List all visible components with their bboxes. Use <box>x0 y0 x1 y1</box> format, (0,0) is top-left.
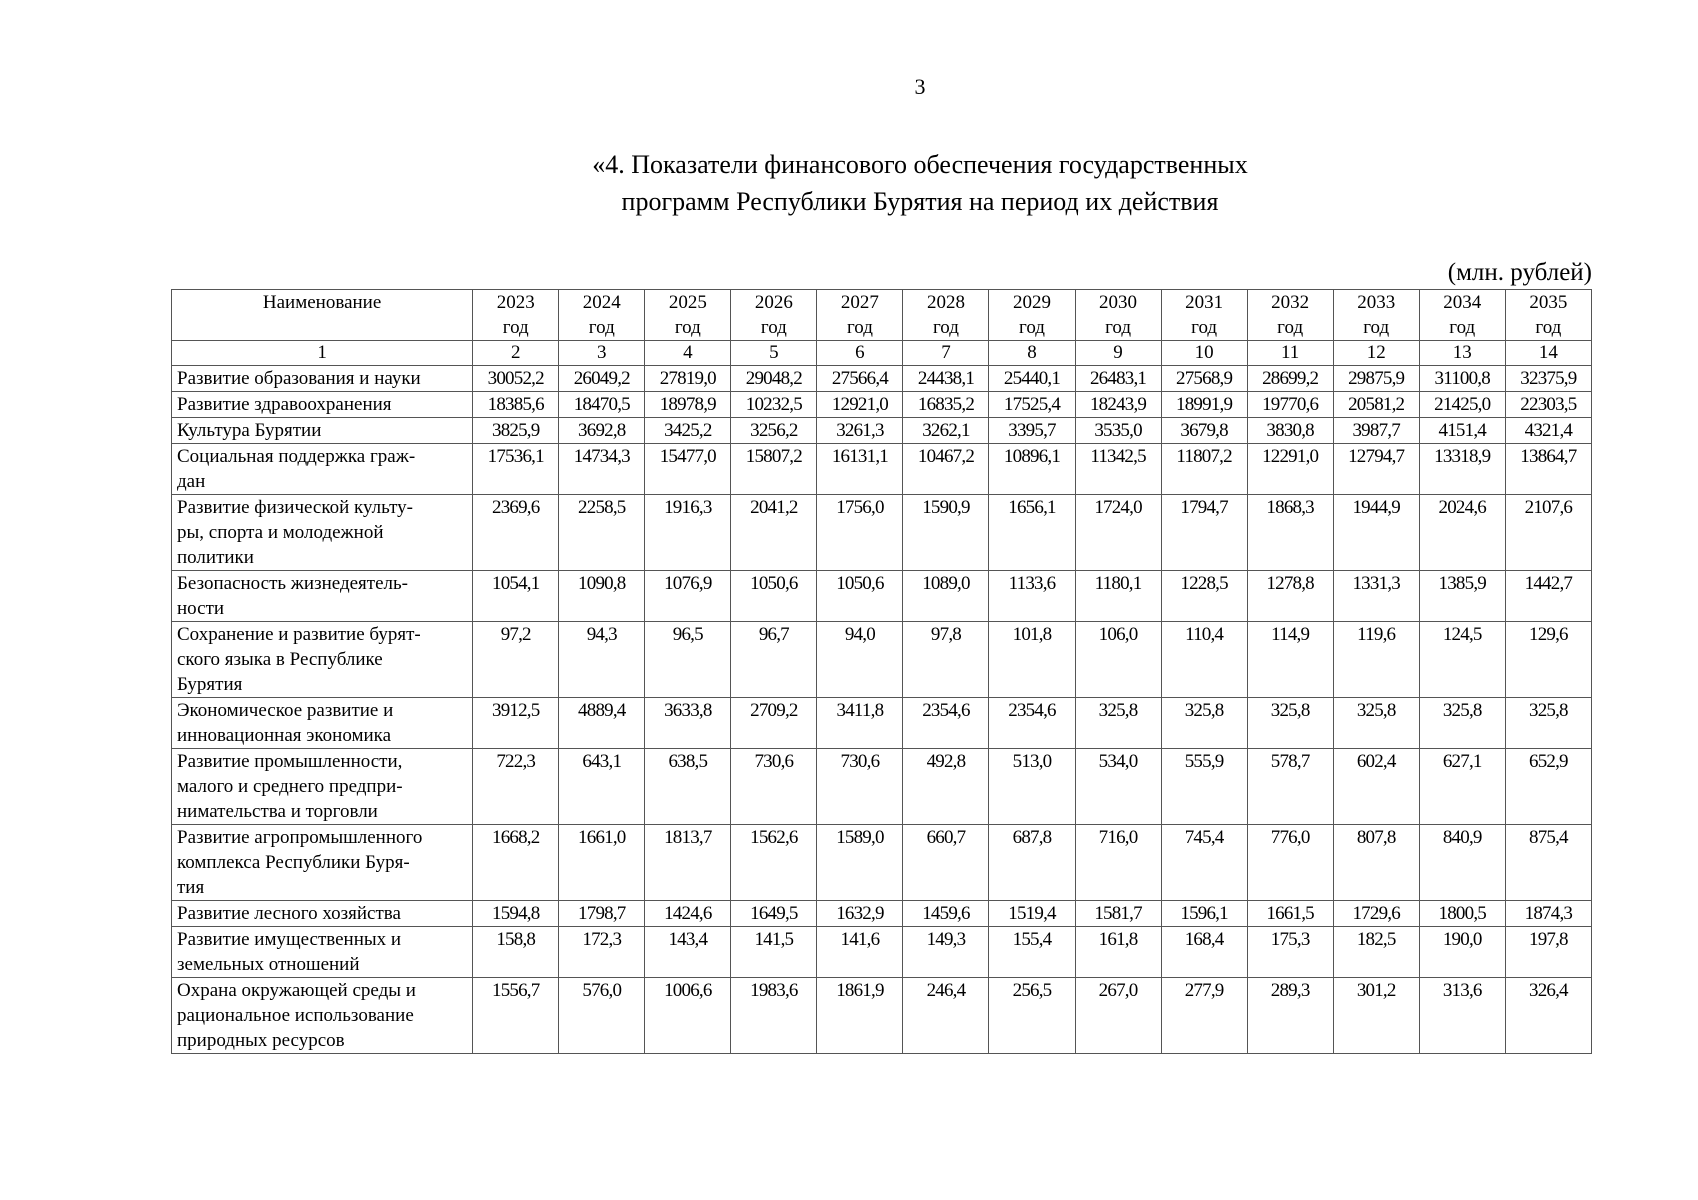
column-number-cell: 9 <box>1075 341 1161 366</box>
column-number-cell: 11 <box>1247 341 1333 366</box>
table-row <box>172 927 1592 978</box>
year-column-header <box>1333 290 1419 341</box>
value-cell: 1729,6 <box>1333 901 1419 927</box>
value-cell: 1076,9 <box>645 571 731 622</box>
value-cell: 10896,1 <box>989 444 1075 495</box>
table-body <box>172 366 1592 1054</box>
title-line-2: программ Республики Бурятия на период их действия <box>621 187 1219 216</box>
value-cell: 246,4 <box>903 978 989 1054</box>
value-cell: 555,9 <box>1161 749 1247 825</box>
document-title <box>230 146 1610 220</box>
table-row <box>172 901 1592 927</box>
column-number-cell: 1 <box>172 341 473 366</box>
value-cell: 29048,2 <box>731 366 817 392</box>
value-cell: 3692,8 <box>559 418 645 444</box>
value-cell: 3679,8 <box>1161 418 1247 444</box>
value-cell: 3262,1 <box>903 418 989 444</box>
value-cell: 17536,1 <box>473 444 559 495</box>
value-cell: 2041,2 <box>731 495 817 571</box>
value-cell: 15807,2 <box>731 444 817 495</box>
value-cell: 2709,2 <box>731 698 817 749</box>
year-suffix: год <box>760 317 787 338</box>
value-cell: 1424,6 <box>645 901 731 927</box>
value-cell: 28699,2 <box>1247 366 1333 392</box>
value-cell: 602,4 <box>1333 749 1419 825</box>
table-row <box>172 418 1592 444</box>
value-cell: 776,0 <box>1247 825 1333 901</box>
year-column-header <box>473 290 559 341</box>
value-cell: 24438,1 <box>903 366 989 392</box>
value-cell: 94,0 <box>817 622 903 698</box>
value-cell: 1794,7 <box>1161 495 1247 571</box>
value-cell: 643,1 <box>559 749 645 825</box>
value-cell: 11342,5 <box>1075 444 1161 495</box>
value-cell: 190,0 <box>1419 927 1505 978</box>
value-cell: 26049,2 <box>559 366 645 392</box>
year-label: 2024 <box>582 292 621 313</box>
table-row <box>172 444 1592 495</box>
year-label: 2031 <box>1185 292 1224 313</box>
value-cell: 1050,6 <box>731 571 817 622</box>
name-column-header: Наименование <box>172 290 473 341</box>
value-cell: 638,5 <box>645 749 731 825</box>
value-cell: 141,6 <box>817 927 903 978</box>
value-cell: 3830,8 <box>1247 418 1333 444</box>
header-row <box>172 290 1592 341</box>
value-cell: 534,0 <box>1075 749 1161 825</box>
value-cell: 155,4 <box>989 927 1075 978</box>
column-number-cell: 10 <box>1161 341 1247 366</box>
value-cell: 730,6 <box>817 749 903 825</box>
program-name-cell: Безопасность жизнедеятель- ности <box>172 571 473 622</box>
value-cell: 267,0 <box>1075 978 1161 1054</box>
value-cell: 10467,2 <box>903 444 989 495</box>
program-name-cell: Развитие агропромышленного комплекса Республики Буря- тия <box>172 825 473 901</box>
column-number-cell: 2 <box>473 341 559 366</box>
value-cell: 492,8 <box>903 749 989 825</box>
value-cell: 3411,8 <box>817 698 903 749</box>
value-cell: 1649,5 <box>731 901 817 927</box>
value-cell: 16835,2 <box>903 392 989 418</box>
value-cell: 325,8 <box>1075 698 1161 749</box>
column-number-cell: 14 <box>1505 341 1591 366</box>
units-label: (млн. рублей) <box>1447 259 1592 286</box>
value-cell: 22303,5 <box>1505 392 1591 418</box>
value-cell: 97,8 <box>903 622 989 698</box>
program-name-cell: Культура Бурятии <box>172 418 473 444</box>
year-suffix: год <box>1019 317 1045 338</box>
value-cell: 158,8 <box>473 927 559 978</box>
value-cell: 141,5 <box>731 927 817 978</box>
value-cell: 256,5 <box>989 978 1075 1054</box>
value-cell: 3633,8 <box>645 698 731 749</box>
program-name-cell: Развитие физической культу- ры, спорта и молодежной политики <box>172 495 473 571</box>
year-column-header <box>645 290 731 341</box>
value-cell: 110,4 <box>1161 622 1247 698</box>
value-cell: 3825,9 <box>473 418 559 444</box>
value-cell: 101,8 <box>989 622 1075 698</box>
title-line-1: «4. Показатели финансового обеспечения государственных <box>592 150 1248 179</box>
table-row <box>172 622 1592 698</box>
value-cell: 325,8 <box>1419 698 1505 749</box>
value-cell: 1668,2 <box>473 825 559 901</box>
year-label: 2028 <box>926 292 965 313</box>
year-label: 2026 <box>754 292 793 313</box>
value-cell: 1133,6 <box>989 571 1075 622</box>
value-cell: 652,9 <box>1505 749 1591 825</box>
value-cell: 1916,3 <box>645 495 731 571</box>
program-name-cell: Развитие лесного хозяйства <box>172 901 473 927</box>
value-cell: 578,7 <box>1247 749 1333 825</box>
column-number-row <box>172 341 1592 366</box>
value-cell: 1868,3 <box>1247 495 1333 571</box>
year-column-header <box>1247 290 1333 341</box>
value-cell: 3256,2 <box>731 418 817 444</box>
year-column-header <box>817 290 903 341</box>
table-row <box>172 698 1592 749</box>
value-cell: 1661,5 <box>1247 901 1333 927</box>
value-cell: 18991,9 <box>1161 392 1247 418</box>
value-cell: 18978,9 <box>645 392 731 418</box>
program-name-cell: Сохранение и развитие бурят- ского языка в Республике Бурятия <box>172 622 473 698</box>
value-cell: 807,8 <box>1333 825 1419 901</box>
column-number-cell: 12 <box>1333 341 1419 366</box>
value-cell: 12921,0 <box>817 392 903 418</box>
table-row <box>172 495 1592 571</box>
value-cell: 1596,1 <box>1161 901 1247 927</box>
value-cell: 175,3 <box>1247 927 1333 978</box>
year-label: 2025 <box>668 292 707 313</box>
value-cell: 1581,7 <box>1075 901 1161 927</box>
year-column-header <box>1075 290 1161 341</box>
value-cell: 2354,6 <box>903 698 989 749</box>
column-number-cell: 6 <box>817 341 903 366</box>
value-cell: 11807,2 <box>1161 444 1247 495</box>
value-cell: 3912,5 <box>473 698 559 749</box>
year-suffix: год <box>502 317 529 338</box>
value-cell: 168,4 <box>1161 927 1247 978</box>
value-cell: 2024,6 <box>1419 495 1505 571</box>
value-cell: 10232,5 <box>731 392 817 418</box>
value-cell: 12794,7 <box>1333 444 1419 495</box>
value-cell: 31100,8 <box>1419 366 1505 392</box>
value-cell: 687,8 <box>989 825 1075 901</box>
value-cell: 32375,9 <box>1505 366 1591 392</box>
financial-table <box>171 289 1592 1054</box>
value-cell: 1798,7 <box>559 901 645 927</box>
value-cell: 660,7 <box>903 825 989 901</box>
year-suffix: год <box>846 317 873 338</box>
table-row <box>172 571 1592 622</box>
value-cell: 114,9 <box>1247 622 1333 698</box>
value-cell: 119,6 <box>1333 622 1419 698</box>
value-cell: 325,8 <box>1333 698 1419 749</box>
value-cell: 18385,6 <box>473 392 559 418</box>
value-cell: 1661,0 <box>559 825 645 901</box>
value-cell: 1590,9 <box>903 495 989 571</box>
year-column-header <box>731 290 817 341</box>
value-cell: 182,5 <box>1333 927 1419 978</box>
value-cell: 4889,4 <box>559 698 645 749</box>
value-cell: 326,4 <box>1505 978 1591 1054</box>
column-number-cell: 8 <box>989 341 1075 366</box>
program-name-cell: Охрана окружающей среды и рациональное использование природных ресурсов <box>172 978 473 1054</box>
value-cell: 29875,9 <box>1333 366 1419 392</box>
table-row <box>172 825 1592 901</box>
value-cell: 325,8 <box>1247 698 1333 749</box>
value-cell: 4151,4 <box>1419 418 1505 444</box>
value-cell: 1632,9 <box>817 901 903 927</box>
year-suffix: год <box>1191 317 1218 338</box>
year-label: 2030 <box>1099 292 1138 313</box>
value-cell: 716,0 <box>1075 825 1161 901</box>
year-suffix: год <box>588 317 615 338</box>
program-name-cell: Социальная поддержка граж- дан <box>172 444 473 495</box>
value-cell: 1562,6 <box>731 825 817 901</box>
value-cell: 106,0 <box>1075 622 1161 698</box>
year-suffix: год <box>1363 317 1390 338</box>
year-label: 2027 <box>840 292 879 313</box>
value-cell: 97,2 <box>473 622 559 698</box>
value-cell: 1006,6 <box>645 978 731 1054</box>
value-cell: 1944,9 <box>1333 495 1419 571</box>
value-cell: 3395,7 <box>989 418 1075 444</box>
program-name-cell: Развитие образования и науки <box>172 366 473 392</box>
value-cell: 840,9 <box>1419 825 1505 901</box>
year-suffix: год <box>674 317 701 338</box>
year-column-header <box>1505 290 1591 341</box>
year-column-header <box>989 290 1075 341</box>
value-cell: 1228,5 <box>1161 571 1247 622</box>
value-cell: 4321,4 <box>1505 418 1591 444</box>
value-cell: 94,3 <box>559 622 645 698</box>
year-column-header <box>903 290 989 341</box>
value-cell: 2107,6 <box>1505 495 1591 571</box>
value-cell: 2258,5 <box>559 495 645 571</box>
value-cell: 30052,2 <box>473 366 559 392</box>
year-label: 2034 <box>1443 292 1482 313</box>
column-number-cell: 5 <box>731 341 817 366</box>
program-name-cell: Развитие промышленности, малого и среднего предпри- нимательства и торговли <box>172 749 473 825</box>
value-cell: 3987,7 <box>1333 418 1419 444</box>
program-name-cell: Развитие имущественных и земельных отношений <box>172 927 473 978</box>
value-cell: 1589,0 <box>817 825 903 901</box>
value-cell: 730,6 <box>731 749 817 825</box>
value-cell: 1331,3 <box>1333 571 1419 622</box>
program-name-cell: Экономическое развитие и инновационная экономика <box>172 698 473 749</box>
value-cell: 13864,7 <box>1505 444 1591 495</box>
value-cell: 1089,0 <box>903 571 989 622</box>
table-row <box>172 749 1592 825</box>
value-cell: 1724,0 <box>1075 495 1161 571</box>
value-cell: 124,5 <box>1419 622 1505 698</box>
value-cell: 17525,4 <box>989 392 1075 418</box>
value-cell: 1519,4 <box>989 901 1075 927</box>
value-cell: 3535,0 <box>1075 418 1161 444</box>
column-number-cell: 13 <box>1419 341 1505 366</box>
value-cell: 325,8 <box>1505 698 1591 749</box>
year-label: 2032 <box>1271 292 1310 313</box>
value-cell: 513,0 <box>989 749 1075 825</box>
year-suffix: год <box>1277 317 1304 338</box>
value-cell: 313,6 <box>1419 978 1505 1054</box>
year-column-header <box>559 290 645 341</box>
value-cell: 576,0 <box>559 978 645 1054</box>
value-cell: 1556,7 <box>473 978 559 1054</box>
value-cell: 14734,3 <box>559 444 645 495</box>
value-cell: 3425,2 <box>645 418 731 444</box>
value-cell: 27566,4 <box>817 366 903 392</box>
year-column-header <box>1161 290 1247 341</box>
value-cell: 277,9 <box>1161 978 1247 1054</box>
year-label: 2033 <box>1357 292 1396 313</box>
program-name-cell: Развитие здравоохранения <box>172 392 473 418</box>
year-column-header <box>1419 290 1505 341</box>
table-row <box>172 978 1592 1054</box>
value-cell: 1385,9 <box>1419 571 1505 622</box>
value-cell: 18470,5 <box>559 392 645 418</box>
page-number: 3 <box>914 74 926 99</box>
value-cell: 875,4 <box>1505 825 1591 901</box>
value-cell: 1861,9 <box>817 978 903 1054</box>
value-cell: 27819,0 <box>645 366 731 392</box>
value-cell: 149,3 <box>903 927 989 978</box>
value-cell: 2354,6 <box>989 698 1075 749</box>
value-cell: 1090,8 <box>559 571 645 622</box>
value-cell: 325,8 <box>1161 698 1247 749</box>
value-cell: 1180,1 <box>1075 571 1161 622</box>
value-cell: 25440,1 <box>989 366 1075 392</box>
value-cell: 1442,7 <box>1505 571 1591 622</box>
value-cell: 289,3 <box>1247 978 1333 1054</box>
year-label: 2023 <box>496 292 535 313</box>
value-cell: 1800,5 <box>1419 901 1505 927</box>
year-label: 2029 <box>1013 292 1051 313</box>
value-cell: 12291,0 <box>1247 444 1333 495</box>
column-number-cell: 4 <box>645 341 731 366</box>
value-cell: 96,5 <box>645 622 731 698</box>
table-row <box>172 366 1592 392</box>
value-cell: 16131,1 <box>817 444 903 495</box>
value-cell: 722,3 <box>473 749 559 825</box>
value-cell: 1459,6 <box>903 901 989 927</box>
value-cell: 197,8 <box>1505 927 1591 978</box>
value-cell: 27568,9 <box>1161 366 1247 392</box>
value-cell: 1874,3 <box>1505 901 1591 927</box>
value-cell: 172,3 <box>559 927 645 978</box>
value-cell: 1983,6 <box>731 978 817 1054</box>
table-row <box>172 392 1592 418</box>
value-cell: 1050,6 <box>817 571 903 622</box>
value-cell: 19770,6 <box>1247 392 1333 418</box>
value-cell: 20581,2 <box>1333 392 1419 418</box>
column-number-cell: 3 <box>559 341 645 366</box>
value-cell: 1756,0 <box>817 495 903 571</box>
value-cell: 143,4 <box>645 927 731 978</box>
column-number-cell: 7 <box>903 341 989 366</box>
value-cell: 627,1 <box>1419 749 1505 825</box>
value-cell: 13318,9 <box>1419 444 1505 495</box>
year-suffix: год <box>1449 317 1476 338</box>
value-cell: 26483,1 <box>1075 366 1161 392</box>
value-cell: 161,8 <box>1075 927 1161 978</box>
value-cell: 3261,3 <box>817 418 903 444</box>
value-cell: 1813,7 <box>645 825 731 901</box>
value-cell: 96,7 <box>731 622 817 698</box>
year-label: 2035 <box>1529 292 1568 313</box>
value-cell: 1656,1 <box>989 495 1075 571</box>
year-suffix: год <box>1105 317 1132 338</box>
year-suffix: год <box>932 317 959 338</box>
year-suffix: год <box>1535 317 1562 338</box>
value-cell: 745,4 <box>1161 825 1247 901</box>
value-cell: 129,6 <box>1505 622 1591 698</box>
value-cell: 1054,1 <box>473 571 559 622</box>
value-cell: 301,2 <box>1333 978 1419 1054</box>
value-cell: 15477,0 <box>645 444 731 495</box>
value-cell: 1594,8 <box>473 901 559 927</box>
value-cell: 2369,6 <box>473 495 559 571</box>
value-cell: 1278,8 <box>1247 571 1333 622</box>
value-cell: 18243,9 <box>1075 392 1161 418</box>
value-cell: 21425,0 <box>1419 392 1505 418</box>
